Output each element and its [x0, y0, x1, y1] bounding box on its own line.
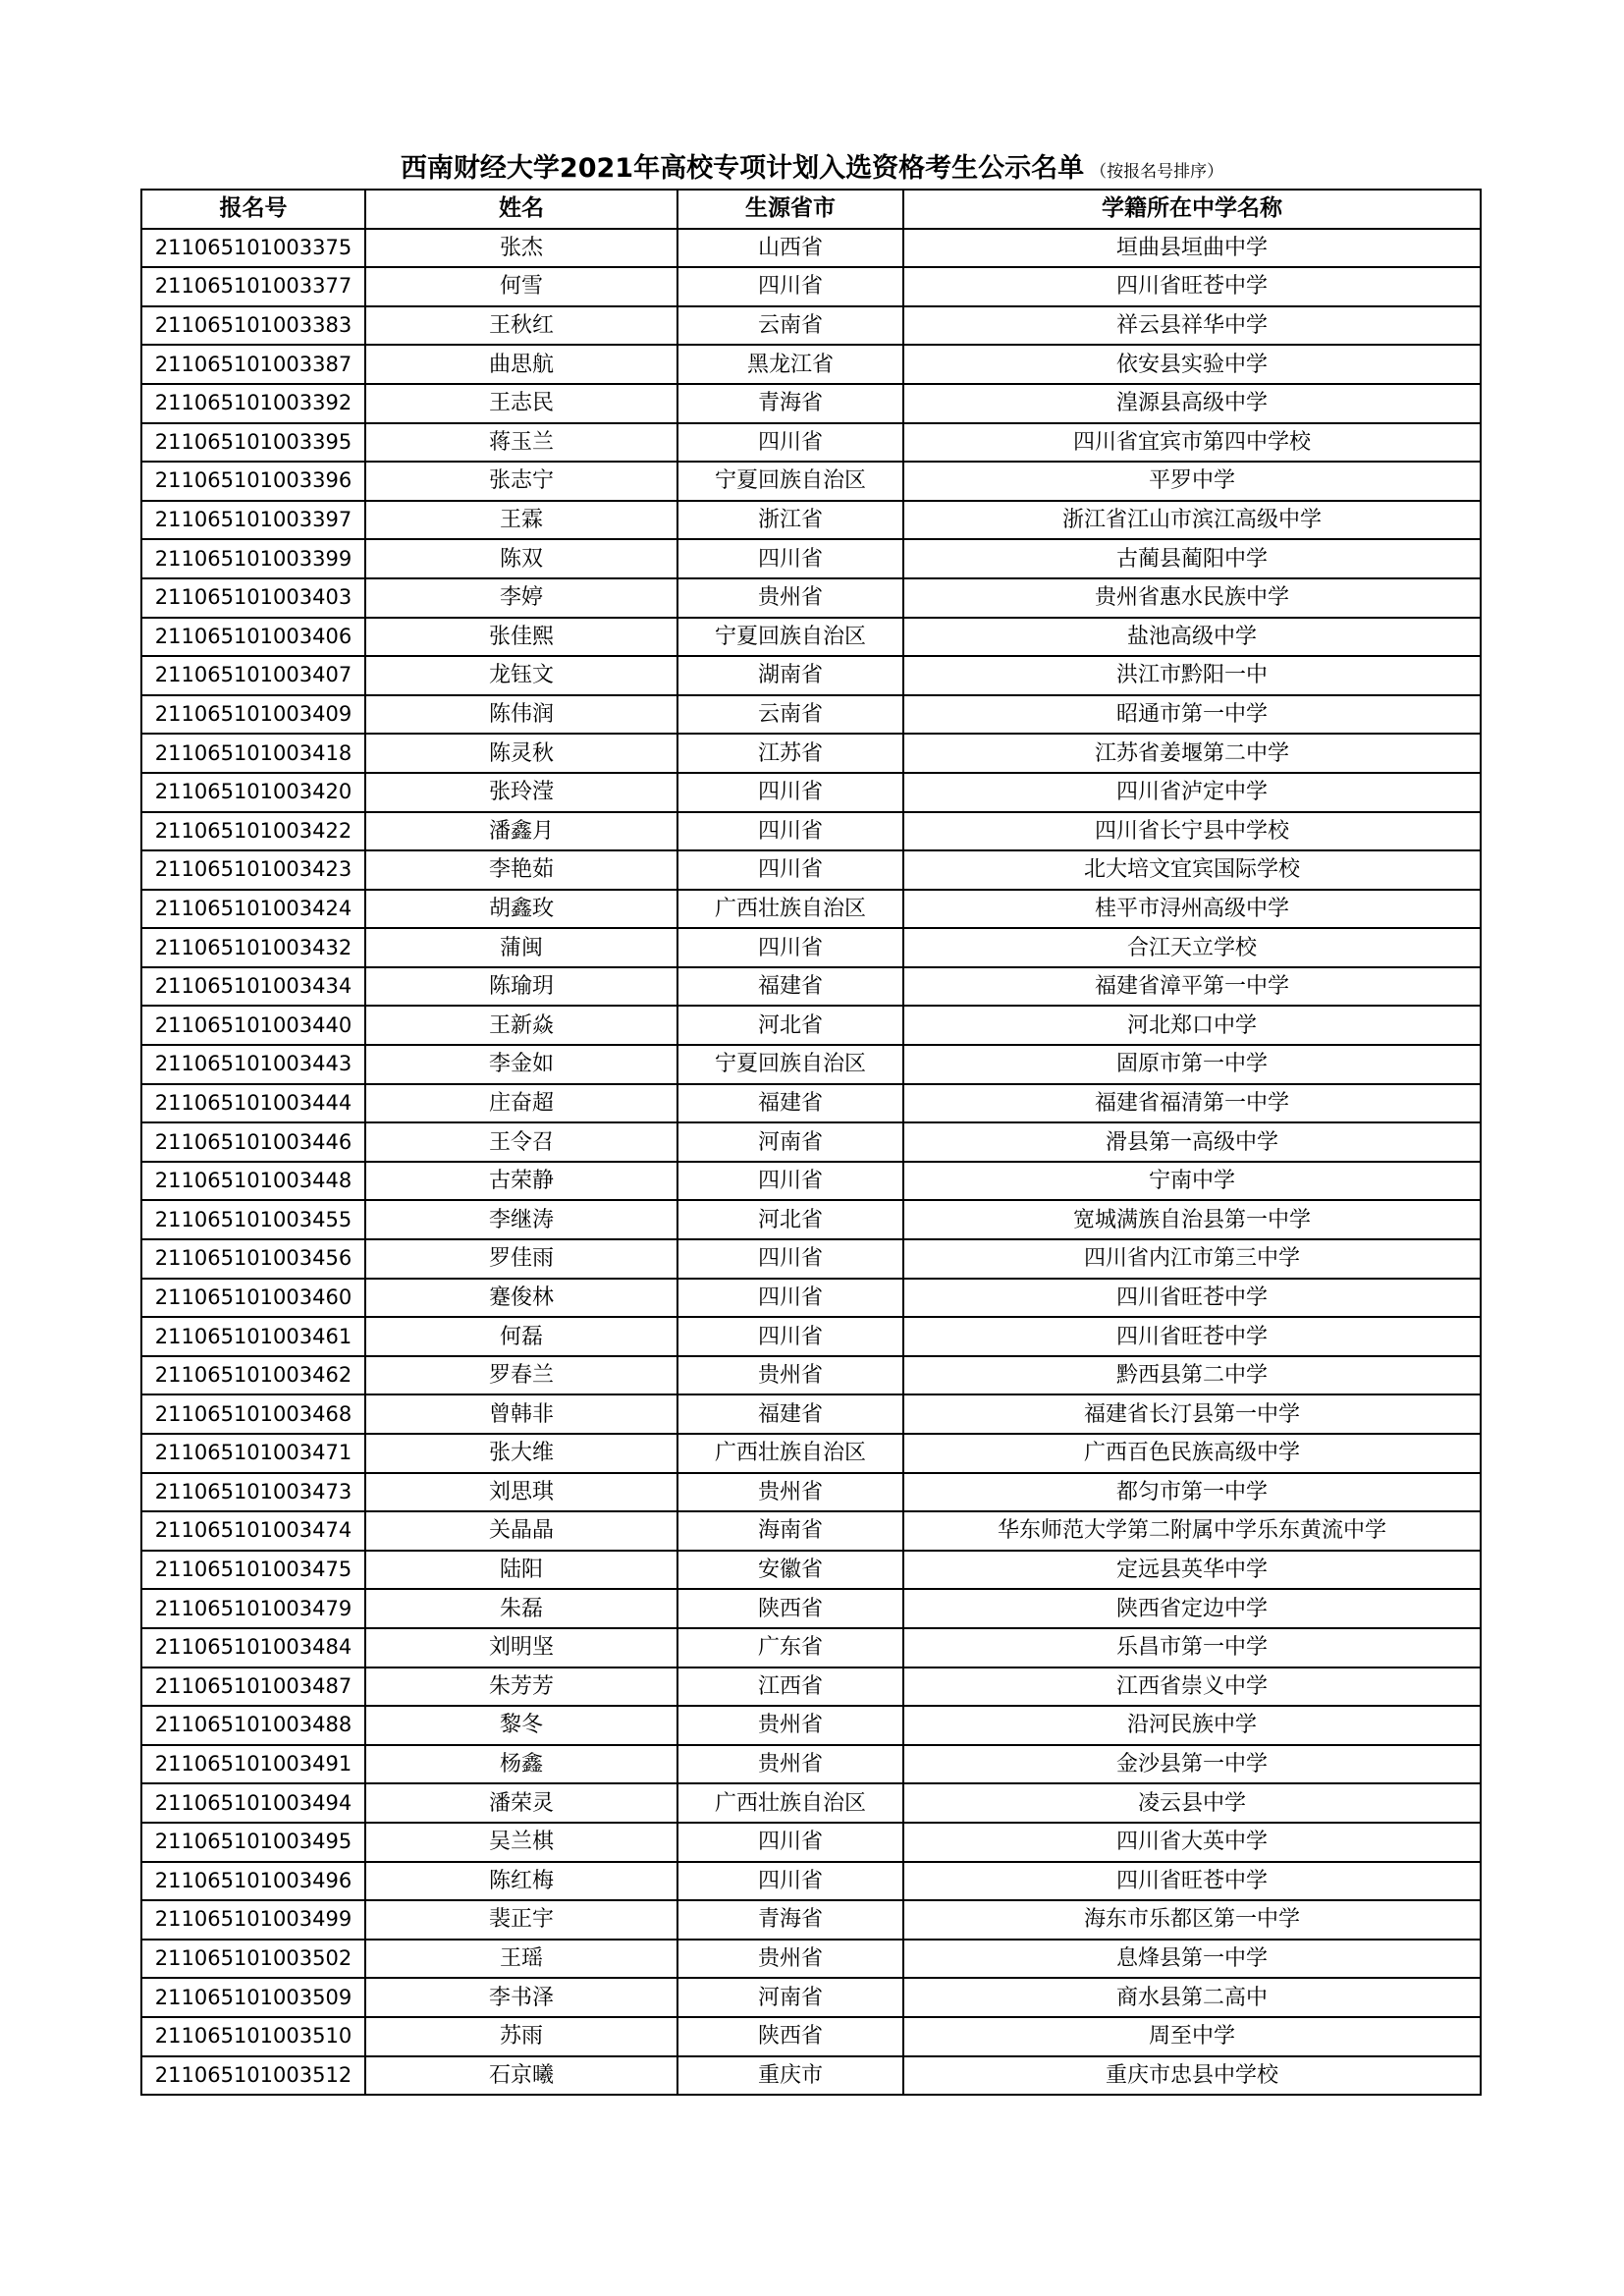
cell-province: 江苏省 [677, 734, 903, 773]
cell-registration-number: 211065101003443 [141, 1045, 365, 1084]
cell-school: 洪江市黔阳一中 [903, 656, 1481, 695]
cell-school: 北大培文宜宾国际学校 [903, 850, 1481, 890]
table-row [141, 1162, 1481, 1201]
table-row [141, 345, 1481, 384]
cell-name: 王霖 [365, 501, 677, 540]
table-row [141, 423, 1481, 463]
cell-school: 四川省泸定中学 [903, 773, 1481, 812]
cell-school: 都匀市第一中学 [903, 1473, 1481, 1512]
table-row [141, 618, 1481, 657]
cell-name: 张志宁 [365, 462, 677, 501]
cell-registration-number: 211065101003484 [141, 1628, 365, 1667]
cell-registration-number: 211065101003471 [141, 1434, 365, 1473]
cell-school: 福建省福清第一中学 [903, 1084, 1481, 1123]
cell-province: 山西省 [677, 229, 903, 268]
cell-school: 定远县英华中学 [903, 1551, 1481, 1590]
cell-name: 蒋玉兰 [365, 423, 677, 463]
cell-name: 杨鑫 [365, 1745, 677, 1784]
cell-name: 关晶晶 [365, 1511, 677, 1551]
cell-name: 何磊 [365, 1317, 677, 1356]
cell-school: 四川省内江市第三中学 [903, 1239, 1481, 1279]
cell-province: 福建省 [677, 1394, 903, 1434]
cell-school: 江苏省姜堰第二中学 [903, 734, 1481, 773]
cell-school: 滑县第一高级中学 [903, 1122, 1481, 1162]
cell-name: 曲思航 [365, 345, 677, 384]
table-row [141, 734, 1481, 773]
table-body [141, 229, 1481, 2096]
table-row [141, 773, 1481, 812]
cell-school: 浙江省江山市滨江高级中学 [903, 501, 1481, 540]
cell-name: 潘鑫月 [365, 812, 677, 851]
table-row [141, 2056, 1481, 2096]
cell-school: 平罗中学 [903, 462, 1481, 501]
cell-school: 四川省旺苍中学 [903, 267, 1481, 306]
cell-registration-number: 211065101003448 [141, 1162, 365, 1201]
cell-school: 福建省长汀县第一中学 [903, 1394, 1481, 1434]
cell-name: 罗佳雨 [365, 1239, 677, 1279]
cell-school: 湟源县高级中学 [903, 384, 1481, 423]
cell-registration-number: 211065101003383 [141, 306, 365, 346]
cell-school: 祥云县祥华中学 [903, 306, 1481, 346]
cell-province: 广东省 [677, 1628, 903, 1667]
cell-name: 李书泽 [365, 1978, 677, 2017]
cell-registration-number: 211065101003424 [141, 890, 365, 929]
cell-school: 沿河民族中学 [903, 1706, 1481, 1745]
cell-province: 广西壮族自治区 [677, 890, 903, 929]
table-row [141, 1045, 1481, 1084]
table-row [141, 1317, 1481, 1356]
table-row [141, 812, 1481, 851]
cell-name: 裴正宇 [365, 1900, 677, 1940]
cell-registration-number: 211065101003420 [141, 773, 365, 812]
cell-name: 蹇俊林 [365, 1279, 677, 1318]
cell-name: 何雪 [365, 267, 677, 306]
table-row [141, 1862, 1481, 1901]
cell-school: 福建省漳平第一中学 [903, 967, 1481, 1007]
cell-registration-number: 211065101003461 [141, 1317, 365, 1356]
header-registration-number: 报名号 [141, 190, 365, 229]
cell-province: 福建省 [677, 1084, 903, 1123]
cell-registration-number: 211065101003440 [141, 1006, 365, 1045]
table-row [141, 267, 1481, 306]
cell-province: 贵州省 [677, 1473, 903, 1512]
cell-registration-number: 211065101003399 [141, 539, 365, 578]
table-row [141, 967, 1481, 1007]
cell-registration-number: 211065101003403 [141, 578, 365, 618]
cell-name: 刘思琪 [365, 1473, 677, 1512]
cell-province: 海南省 [677, 1511, 903, 1551]
cell-registration-number: 211065101003487 [141, 1667, 365, 1707]
cell-province: 四川省 [677, 812, 903, 851]
cell-name: 王瑶 [365, 1940, 677, 1979]
cell-name: 潘荣灵 [365, 1783, 677, 1823]
cell-registration-number: 211065101003418 [141, 734, 365, 773]
title-sort-note: （按报名号排序） [1090, 162, 1224, 182]
table-row [141, 1200, 1481, 1239]
table-row [141, 1706, 1481, 1745]
cell-registration-number: 211065101003495 [141, 1823, 365, 1862]
cell-name: 张佳熙 [365, 618, 677, 657]
cell-registration-number: 211065101003512 [141, 2056, 365, 2096]
cell-province: 四川省 [677, 539, 903, 578]
cell-name: 陈瑜玥 [365, 967, 677, 1007]
table-row [141, 1122, 1481, 1162]
cell-province: 贵州省 [677, 1745, 903, 1784]
table-row [141, 890, 1481, 929]
cell-name: 黎冬 [365, 1706, 677, 1745]
table-row [141, 539, 1481, 578]
table-row [141, 850, 1481, 890]
table-row [141, 1356, 1481, 1395]
cell-registration-number: 211065101003496 [141, 1862, 365, 1901]
cell-name: 张玲滢 [365, 773, 677, 812]
cell-province: 青海省 [677, 384, 903, 423]
cell-registration-number: 211065101003397 [141, 501, 365, 540]
cell-province: 四川省 [677, 1162, 903, 1201]
cell-registration-number: 211065101003422 [141, 812, 365, 851]
table-row [141, 2017, 1481, 2056]
cell-province: 四川省 [677, 1317, 903, 1356]
cell-name: 王令召 [365, 1122, 677, 1162]
cell-province: 江西省 [677, 1667, 903, 1707]
cell-registration-number: 211065101003387 [141, 345, 365, 384]
table-row [141, 578, 1481, 618]
table-row [141, 1978, 1481, 2017]
cell-school: 合江天立学校 [903, 928, 1481, 967]
table-row [141, 1239, 1481, 1279]
cell-registration-number: 211065101003479 [141, 1589, 365, 1628]
cell-name: 张杰 [365, 229, 677, 268]
table-row [141, 384, 1481, 423]
cell-name: 李艳茹 [365, 850, 677, 890]
cell-school: 息烽县第一中学 [903, 1940, 1481, 1979]
cell-province: 广西壮族自治区 [677, 1434, 903, 1473]
cell-province: 河南省 [677, 1978, 903, 2017]
cell-school: 广西百色民族高级中学 [903, 1434, 1481, 1473]
cell-school: 四川省旺苍中学 [903, 1862, 1481, 1901]
cell-name: 王新焱 [365, 1006, 677, 1045]
table-row [141, 229, 1481, 268]
cell-school: 陕西省定边中学 [903, 1589, 1481, 1628]
cell-province: 贵州省 [677, 578, 903, 618]
table-row [141, 1394, 1481, 1434]
cell-registration-number: 211065101003432 [141, 928, 365, 967]
cell-province: 宁夏回族自治区 [677, 618, 903, 657]
cell-school: 金沙县第一中学 [903, 1745, 1481, 1784]
cell-school: 凌云县中学 [903, 1783, 1481, 1823]
cell-school: 四川省旺苍中学 [903, 1279, 1481, 1318]
cell-school: 宽城满族自治县第一中学 [903, 1200, 1481, 1239]
cell-province: 四川省 [677, 1279, 903, 1318]
table-row [141, 501, 1481, 540]
table-row [141, 695, 1481, 735]
cell-school: 四川省长宁县中学校 [903, 812, 1481, 851]
cell-school: 四川省宜宾市第四中学校 [903, 423, 1481, 463]
cell-province: 宁夏回族自治区 [677, 462, 903, 501]
cell-registration-number: 211065101003446 [141, 1122, 365, 1162]
header-school: 学籍所在中学名称 [903, 190, 1481, 229]
cell-name: 蒲闽 [365, 928, 677, 967]
cell-province: 安徽省 [677, 1551, 903, 1590]
cell-province: 青海省 [677, 1900, 903, 1940]
cell-name: 张大维 [365, 1434, 677, 1473]
table-row [141, 1667, 1481, 1707]
cell-province: 四川省 [677, 850, 903, 890]
cell-registration-number: 211065101003456 [141, 1239, 365, 1279]
cell-registration-number: 211065101003396 [141, 462, 365, 501]
cell-name: 朱磊 [365, 1589, 677, 1628]
table-row [141, 1783, 1481, 1823]
cell-school: 古蔺县蔺阳中学 [903, 539, 1481, 578]
cell-school: 宁南中学 [903, 1162, 1481, 1201]
cell-registration-number: 211065101003407 [141, 656, 365, 695]
candidate-table [140, 189, 1482, 2096]
cell-school: 固原市第一中学 [903, 1045, 1481, 1084]
cell-province: 四川省 [677, 1823, 903, 1862]
cell-registration-number: 211065101003377 [141, 267, 365, 306]
cell-province: 贵州省 [677, 1706, 903, 1745]
cell-name: 庄奋超 [365, 1084, 677, 1123]
cell-province: 四川省 [677, 1862, 903, 1901]
table-row [141, 1084, 1481, 1123]
cell-school: 乐昌市第一中学 [903, 1628, 1481, 1667]
table-row [141, 1434, 1481, 1473]
cell-school: 四川省大英中学 [903, 1823, 1481, 1862]
cell-province: 四川省 [677, 773, 903, 812]
table-row [141, 1279, 1481, 1318]
table-row [141, 306, 1481, 346]
table-row [141, 1589, 1481, 1628]
cell-registration-number: 211065101003392 [141, 384, 365, 423]
table-row [141, 1473, 1481, 1512]
cell-province: 河南省 [677, 1122, 903, 1162]
cell-school: 江西省崇义中学 [903, 1667, 1481, 1707]
cell-province: 四川省 [677, 928, 903, 967]
table-row [141, 1551, 1481, 1590]
cell-name: 陆阳 [365, 1551, 677, 1590]
table-row [141, 1511, 1481, 1551]
table-row [141, 462, 1481, 501]
cell-name: 罗春兰 [365, 1356, 677, 1395]
cell-name: 苏雨 [365, 2017, 677, 2056]
cell-registration-number: 211065101003406 [141, 618, 365, 657]
cell-province: 陕西省 [677, 2017, 903, 2056]
table-header-row [141, 190, 1481, 229]
table-row [141, 1940, 1481, 1979]
cell-registration-number: 211065101003491 [141, 1745, 365, 1784]
header-province: 生源省市 [677, 190, 903, 229]
cell-province: 陕西省 [677, 1589, 903, 1628]
cell-province: 云南省 [677, 306, 903, 346]
cell-school: 商水县第二高中 [903, 1978, 1481, 2017]
cell-school: 四川省旺苍中学 [903, 1317, 1481, 1356]
cell-name: 胡鑫玫 [365, 890, 677, 929]
cell-province: 河北省 [677, 1200, 903, 1239]
cell-registration-number: 211065101003475 [141, 1551, 365, 1590]
cell-name: 刘明坚 [365, 1628, 677, 1667]
cell-school: 河北郑口中学 [903, 1006, 1481, 1045]
cell-registration-number: 211065101003468 [141, 1394, 365, 1434]
page-title [0, 149, 1624, 189]
cell-name: 曾韩非 [365, 1394, 677, 1434]
cell-name: 李金如 [365, 1045, 677, 1084]
cell-registration-number: 211065101003474 [141, 1511, 365, 1551]
cell-school: 桂平市浔州高级中学 [903, 890, 1481, 929]
cell-province: 广西壮族自治区 [677, 1783, 903, 1823]
table-row [141, 1628, 1481, 1667]
cell-school: 周至中学 [903, 2017, 1481, 2056]
cell-province: 云南省 [677, 695, 903, 735]
cell-school: 垣曲县垣曲中学 [903, 229, 1481, 268]
cell-name: 李婷 [365, 578, 677, 618]
cell-province: 河北省 [677, 1006, 903, 1045]
cell-registration-number: 211065101003423 [141, 850, 365, 890]
cell-name: 陈双 [365, 539, 677, 578]
cell-registration-number: 211065101003502 [141, 1940, 365, 1979]
cell-school: 重庆市忠县中学校 [903, 2056, 1481, 2096]
cell-name: 陈灵秋 [365, 734, 677, 773]
cell-name: 陈红梅 [365, 1862, 677, 1901]
cell-province: 福建省 [677, 967, 903, 1007]
cell-name: 古荣静 [365, 1162, 677, 1201]
cell-registration-number: 211065101003494 [141, 1783, 365, 1823]
cell-registration-number: 211065101003473 [141, 1473, 365, 1512]
cell-school: 依安县实验中学 [903, 345, 1481, 384]
cell-registration-number: 211065101003375 [141, 229, 365, 268]
table-row [141, 928, 1481, 967]
cell-province: 四川省 [677, 1239, 903, 1279]
cell-province: 贵州省 [677, 1356, 903, 1395]
cell-name: 李继涛 [365, 1200, 677, 1239]
table-row [141, 1900, 1481, 1940]
cell-registration-number: 211065101003409 [141, 695, 365, 735]
cell-province: 贵州省 [677, 1940, 903, 1979]
cell-name: 吴兰棋 [365, 1823, 677, 1862]
cell-province: 黑龙江省 [677, 345, 903, 384]
cell-school: 黔西县第二中学 [903, 1356, 1481, 1395]
cell-name: 朱芳芳 [365, 1667, 677, 1707]
table-row [141, 1006, 1481, 1045]
table-row [141, 656, 1481, 695]
cell-school: 海东市乐都区第一中学 [903, 1900, 1481, 1940]
cell-province: 重庆市 [677, 2056, 903, 2096]
cell-province: 四川省 [677, 423, 903, 463]
cell-school: 华东师范大学第二附属中学乐东黄流中学 [903, 1511, 1481, 1551]
cell-school: 盐池高级中学 [903, 618, 1481, 657]
cell-province: 湖南省 [677, 656, 903, 695]
cell-registration-number: 211065101003499 [141, 1900, 365, 1940]
cell-registration-number: 211065101003434 [141, 967, 365, 1007]
cell-name: 王志民 [365, 384, 677, 423]
table-row [141, 1823, 1481, 1862]
cell-province: 宁夏回族自治区 [677, 1045, 903, 1084]
cell-name: 龙钰文 [365, 656, 677, 695]
cell-province: 浙江省 [677, 501, 903, 540]
cell-school: 贵州省惠水民族中学 [903, 578, 1481, 618]
cell-registration-number: 211065101003462 [141, 1356, 365, 1395]
cell-registration-number: 211065101003488 [141, 1706, 365, 1745]
cell-school: 昭通市第一中学 [903, 695, 1481, 735]
cell-name: 陈伟润 [365, 695, 677, 735]
cell-registration-number: 211065101003455 [141, 1200, 365, 1239]
cell-registration-number: 211065101003460 [141, 1279, 365, 1318]
cell-name: 王秋红 [365, 306, 677, 346]
title-text: 西南财经大学2021年高校专项计划入选资格考生公示名单 [400, 153, 1085, 184]
cell-registration-number: 211065101003395 [141, 423, 365, 463]
table-row [141, 1745, 1481, 1784]
cell-registration-number: 211065101003444 [141, 1084, 365, 1123]
cell-name: 石京曦 [365, 2056, 677, 2096]
cell-registration-number: 211065101003510 [141, 2017, 365, 2056]
cell-province: 四川省 [677, 267, 903, 306]
header-name: 姓名 [365, 190, 677, 229]
cell-registration-number: 211065101003509 [141, 1978, 365, 2017]
